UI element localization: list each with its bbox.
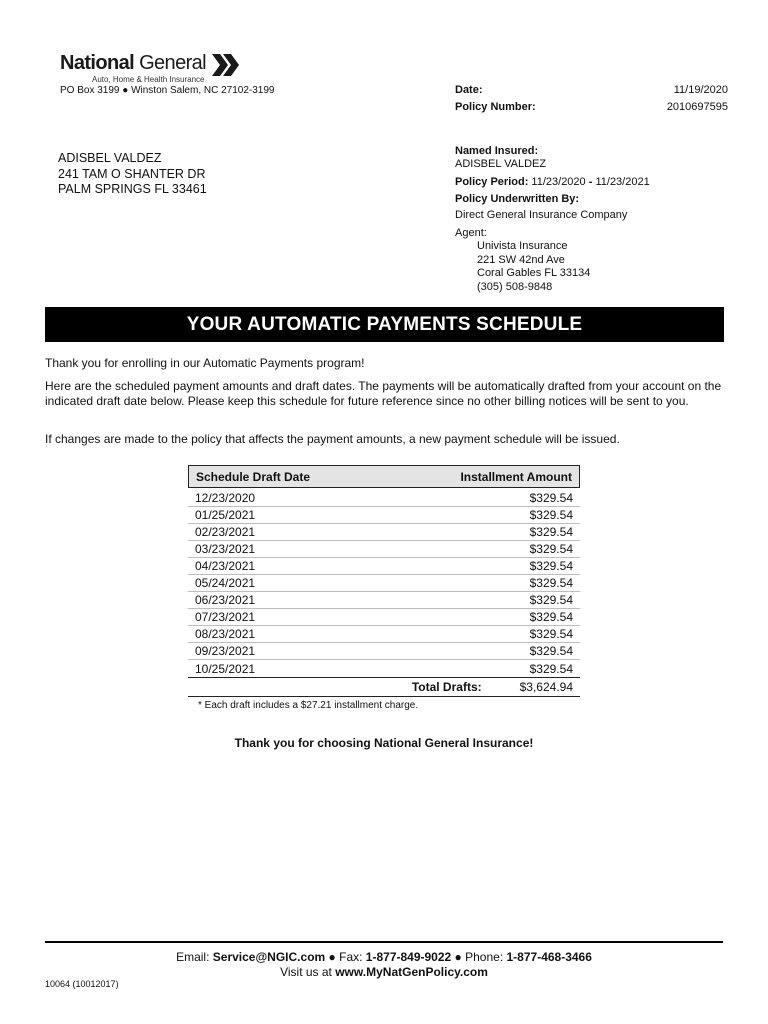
installment-amount: $329.54 xyxy=(529,610,573,624)
named-insured-label: Named Insured: xyxy=(455,145,539,157)
table-row xyxy=(188,575,580,592)
date-label: Date: xyxy=(455,84,483,96)
agent-name: Univista Insurance xyxy=(477,240,568,252)
draft-date: 02/23/2021 xyxy=(195,525,256,539)
column-header-amount: Installment Amount xyxy=(460,469,572,484)
table-row xyxy=(188,660,580,677)
installment-amount: $329.54 xyxy=(529,508,573,522)
table-bottom-rule xyxy=(188,696,580,697)
installment-amount: $329.54 xyxy=(529,661,573,676)
recipient-street: 241 TAM O SHANTER DR xyxy=(58,167,206,181)
table-row xyxy=(188,524,580,541)
draft-date: 04/23/2021 xyxy=(195,559,256,573)
table-row xyxy=(188,592,580,609)
draft-date: 01/25/2021 xyxy=(195,508,256,522)
total-drafts-value: $3,624.94 xyxy=(519,679,573,694)
column-header-date: Schedule Draft Date xyxy=(196,469,311,484)
table-row xyxy=(188,558,580,575)
email-link[interactable]: Service@NGIC.com xyxy=(212,950,326,964)
installment-amount: $329.54 xyxy=(529,542,573,556)
installment-amount: $329.54 xyxy=(529,576,573,590)
draft-date: 10/25/2021 xyxy=(195,661,256,676)
table-header xyxy=(188,465,580,488)
draft-date: 12/23/2020 xyxy=(195,491,256,505)
logo-tagline: Auto, Home & Health Insurance xyxy=(92,75,205,84)
underwriter-label: Policy Underwritten By: xyxy=(455,193,580,205)
recipient-city: PALM SPRINGS FL 33461 xyxy=(58,182,207,196)
draft-date: 07/23/2021 xyxy=(195,610,256,624)
draft-date: 05/24/2021 xyxy=(195,576,256,590)
intro-paragraph: Thank you for enrolling in our Automatic Payments program! xyxy=(45,356,365,370)
thank-you-message: Thank you for choosing National General Insurance! xyxy=(234,736,534,750)
company-address: PO Box 3199 ● Winston Salem, NC 27102-3199 xyxy=(60,85,275,96)
page-title: YOUR AUTOMATIC PAYMENTS SCHEDULE xyxy=(45,307,724,342)
installment-amount: $329.54 xyxy=(529,644,573,658)
policy-number-row xyxy=(455,101,728,113)
installment-footnote: * Each draft includes a $27.21 installment charge. xyxy=(198,700,419,711)
policy-number-label: Policy Number: xyxy=(455,101,536,113)
recipient-name: ADISBEL VALDEZ xyxy=(58,151,162,165)
installment-amount: $329.54 xyxy=(529,627,573,641)
schedule-paragraph: Here are the scheduled payment amounts and draft dates. The payments will be automatically drafted from your account on the indicated draft date below. Please keep this schedule for future reference since no other billing notices will be sent to you. xyxy=(45,379,722,408)
installment-amount: $329.54 xyxy=(529,559,573,573)
agent-city: Coral Gables FL 33134 xyxy=(477,267,591,279)
double-chevron-right-icon xyxy=(210,52,242,78)
draft-date: 08/23/2021 xyxy=(195,627,256,641)
date-value: 11/19/2020 xyxy=(673,84,728,96)
draft-date: 03/23/2021 xyxy=(195,542,256,556)
company-logo xyxy=(60,52,245,86)
table-body xyxy=(188,488,580,678)
table-row xyxy=(188,643,580,660)
underwriter-value: Direct General Insurance Company xyxy=(455,209,628,221)
agent-street: 221 SW 42nd Ave xyxy=(477,254,565,266)
agent-label: Agent: xyxy=(455,227,487,239)
date-row xyxy=(455,84,728,96)
table-row xyxy=(188,507,580,524)
logo-wordmark: National General xyxy=(60,52,207,74)
phone-number: 1-877-468-3466 xyxy=(506,950,592,964)
installment-amount: $329.54 xyxy=(529,593,573,607)
table-row xyxy=(188,626,580,643)
table-row xyxy=(188,609,580,626)
policy-number-value: 2010697595 xyxy=(666,101,728,113)
table-row xyxy=(188,490,580,507)
agent-phone: (305) 508-9848 xyxy=(477,281,553,293)
table-row xyxy=(188,541,580,558)
draft-date: 09/23/2021 xyxy=(195,644,256,658)
total-drafts-label: Total Drafts: xyxy=(411,679,482,694)
contact-line: Email: Service@NGIC.com ● Fax: 1-877-849-9022 ● Phone: 1-877-468-3466 xyxy=(176,950,592,964)
named-insured-value: ADISBEL VALDEZ xyxy=(455,158,547,170)
website-link[interactable]: www.MyNatGenPolicy.com xyxy=(335,965,488,979)
policy-period: Policy Period: 11/23/2020 - 11/23/2021 xyxy=(455,176,650,188)
form-id: 10064 (10012017) xyxy=(45,979,119,989)
installment-amount: $329.54 xyxy=(529,525,573,539)
draft-date: 06/23/2021 xyxy=(195,593,256,607)
payment-schedule-table xyxy=(188,465,580,697)
installment-amount: $329.54 xyxy=(529,491,573,505)
website-line: Visit us at www.MyNatGenPolicy.com xyxy=(280,965,488,979)
fax-number: 1-877-849-9022 xyxy=(365,950,452,964)
changes-paragraph: If changes are made to the policy that affects the payment amounts, a new payment schedule will be issued. xyxy=(45,432,620,446)
footer-divider xyxy=(45,941,723,943)
total-drafts-row xyxy=(188,678,580,695)
